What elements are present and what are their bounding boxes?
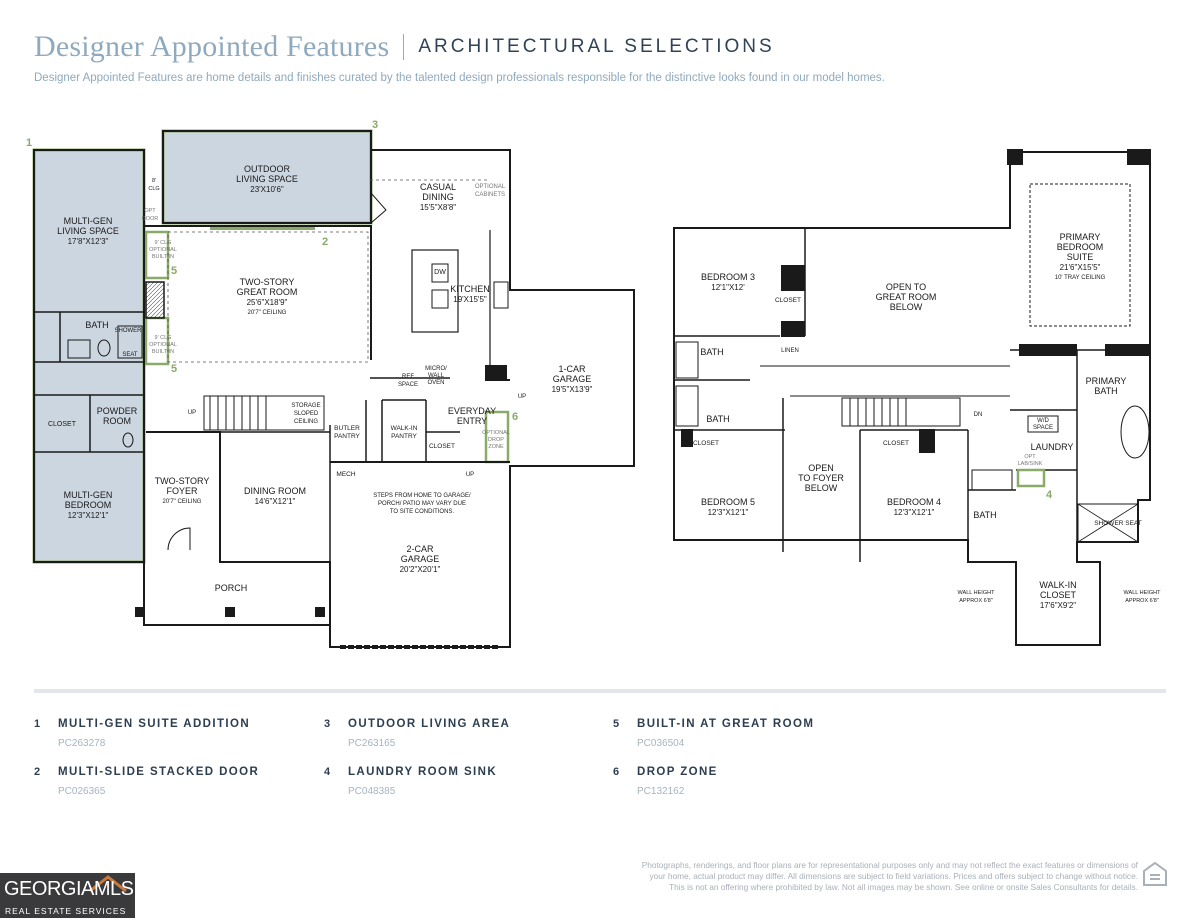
room-outdoor-1: OUTDOOR [244, 164, 290, 174]
disclaimer-line: your home, actual product may differ. All dimensions are subject to field variations. Prices and offers subject to change without notice. [649, 871, 1138, 881]
room-dining-1: DINING ROOM [244, 486, 306, 496]
openfoyer-2: TO FOYER [798, 473, 844, 483]
dropzone-1: OPTIONAL [482, 430, 510, 436]
marker-5b: 5 [171, 363, 178, 375]
up-entry: UP [465, 472, 475, 478]
bath-a: BATH [700, 347, 724, 357]
primary-4: 21'6"X15'5" [1059, 263, 1101, 272]
walkin-pantry-2: PANTRY [391, 433, 417, 440]
walkin-pantry-1: WALK-IN [390, 425, 418, 432]
everyday-2: ENTRY [456, 416, 488, 426]
primary-3: SUITE [1066, 252, 1094, 262]
shower-label: SHOWER [114, 328, 142, 334]
open-great-3: BELOW [889, 302, 923, 312]
bed5-1: BEDROOM 5 [700, 497, 756, 507]
builtin-bottom-highlight [146, 318, 168, 364]
everyday-1: EVERYDAY [447, 406, 497, 416]
room-garage1-1: 1-CAR [558, 364, 586, 374]
dropzone-2: DROP [488, 437, 504, 443]
equal-housing-icon [1142, 861, 1168, 887]
legend-num: 2 [34, 766, 41, 778]
room-garage1-3: 19'5"X13'9" [551, 385, 593, 394]
room-casual-2: DINING [422, 192, 454, 202]
clg9-bot-2: OPTIONAL [149, 342, 177, 348]
intro-text: Designer Appointed Features are home details and finishes curated by the talented design professionals responsible for the distinctive looks found in our model homes. [34, 72, 885, 84]
floor-plan-drawing [0, 110, 1200, 670]
opt-sink-2: LAB/SINK [1017, 461, 1043, 467]
page-header [34, 30, 1174, 84]
second-floor-plan [674, 150, 1150, 645]
dw-label: DW [434, 269, 446, 276]
micro-1: MICRO/ [425, 366, 447, 372]
optional-cabinets-1: OPTIONAL [474, 184, 506, 190]
clg9-top-1: 9' CLG [154, 240, 172, 246]
steps-note-1: STEPS FROM HOME TO GARAGE/ [373, 493, 471, 499]
legend-label: MULTI-GEN SUITE ADDITION [58, 718, 251, 730]
primary-1: PRIMARY [1059, 232, 1101, 242]
legend-code: PC132162 [637, 786, 685, 797]
marker-4: 4 [1046, 489, 1053, 501]
room-mg-bed-3: 12'3"X12'1" [67, 511, 109, 520]
open-great-2: GREAT ROOM [875, 292, 937, 302]
room-garage2-1: 2-CAR [406, 544, 434, 554]
storage-2: SLOPED [293, 411, 319, 417]
room-great-1: TWO-STORY [239, 277, 295, 287]
room-outdoor-2: LIVING SPACE [236, 174, 298, 184]
room-garage2-3: 20'2"X20'1" [399, 565, 441, 574]
openfoyer-1: OPEN [808, 463, 834, 473]
legend-label: BUILT-IN AT GREAT ROOM [637, 718, 815, 730]
marker-5a: 5 [171, 265, 178, 277]
legend-code: PC026365 [58, 786, 106, 797]
legend-code: PC036504 [637, 738, 685, 749]
second-floor-labels [693, 232, 1161, 610]
wall-left-1: WALL HEIGHT [957, 590, 995, 596]
up-garage: UP [517, 394, 527, 400]
room-great-2: GREAT ROOM [236, 287, 298, 297]
closet-entry: CLOSET [428, 443, 456, 450]
clg9-bot-3: BUILT-IN [151, 349, 175, 355]
micro-3: OVEN [427, 380, 445, 386]
walkin-3: 17'6"X9'2" [1039, 601, 1077, 610]
marker-3: 3 [372, 119, 379, 131]
floor-plans [0, 110, 1200, 670]
micro-2: WALL [427, 373, 445, 379]
steps-note-2: PORCH/ PATIO MAY VARY DUE [378, 501, 466, 507]
clg9-bot-1: 9' CLG [154, 335, 172, 341]
legend-num: 6 [613, 766, 620, 778]
room-foyer-2: FOYER [166, 486, 198, 496]
room-great-4: 20'7" CEILING [247, 310, 287, 316]
linen-label: LINEN [781, 348, 799, 354]
room-multigen-living-3: 17'8"X12'3" [67, 237, 109, 246]
bed4-1: BEDROOM 4 [886, 497, 942, 507]
dropzone-3: ZONE [488, 444, 504, 450]
room-mg-bed-2: BEDROOM [64, 500, 112, 510]
room-kitchen-2: 19'X15'5" [453, 295, 487, 304]
bath-c: BATH [973, 510, 997, 520]
disclaimer-line: Photographs, renderings, and floor plans are for representational purposes only and may not reflect the exact features or dimensions of [641, 860, 1138, 870]
clg9-top-2: OPTIONAL [149, 247, 177, 253]
disclaimer-line: This is not an offering where prohibited by law. Not all images may be shown. See online or onsite Sales Consultants for details. [669, 882, 1138, 892]
marker-1: 1 [26, 137, 33, 149]
room-foyer-3: 20'7" CEILING [162, 499, 202, 505]
clg8-1: 8' [151, 178, 157, 184]
clg9-top-3: BUILT-IN [151, 254, 175, 260]
room-porch: PORCH [214, 583, 248, 593]
closet-bed3: CLOSET [774, 297, 802, 304]
optdoor-2: DOOR [141, 216, 159, 222]
page-title: Designer Appointed Features [34, 30, 390, 63]
marker-6: 6 [512, 411, 519, 423]
wall-right-2: APPROX 6'8" [1125, 598, 1159, 604]
ref-2: SPACE [398, 382, 418, 388]
wall-left-2: APPROX 6'8" [959, 598, 993, 604]
up-stairs: UP [187, 410, 197, 416]
pbath-1: PRIMARY [1085, 376, 1127, 386]
ref-1: REF [402, 374, 414, 380]
storage-3: CEILING [293, 419, 319, 425]
bed3-1: BEDROOM 3 [700, 272, 756, 282]
legend-code: PC263278 [58, 738, 106, 749]
butler-2: PANTRY [334, 433, 360, 440]
title-divider [403, 34, 404, 60]
opt-sink-1: OPT [1024, 454, 1036, 460]
bed5-2: 12'3"X12'1" [707, 508, 749, 517]
georgia-mls-logo [0, 873, 135, 918]
room-foyer-1: TWO-STORY [154, 476, 210, 486]
bed4-2: 12'3"X12'1" [893, 508, 935, 517]
butler-1: BUTLER [334, 425, 360, 432]
bath-b: BATH [706, 414, 730, 424]
legend-code: PC048385 [348, 786, 396, 797]
optional-cabinets-2: CABINETS [474, 192, 506, 198]
closet-bed5: CLOSET [692, 440, 720, 447]
legend-code: PC263165 [348, 738, 396, 749]
clg8-2: CLG [148, 186, 160, 192]
room-casual-3: 15'5"X8'8" [419, 203, 457, 212]
legend-num: 5 [613, 718, 620, 730]
optdoor-1: OPT [144, 208, 156, 214]
room-bath-mg: BATH [85, 320, 109, 330]
legend-label: LAUNDRY ROOM SINK [348, 766, 498, 778]
page-subtitle: ARCHITECTURAL SELECTIONS [418, 36, 775, 57]
dn-label: DN [973, 412, 983, 418]
room-mg-bed-1: MULTI-GEN [63, 490, 113, 500]
shower-seat: SHOWER SEAT [1094, 520, 1142, 527]
legend-num: 3 [324, 718, 331, 730]
closet-bed4: CLOSET [882, 440, 910, 447]
first-floor-plan [34, 131, 634, 647]
openfoyer-3: BELOW [804, 483, 838, 493]
logo-text: GEORGIAMLS [4, 878, 134, 900]
wd-1: W/D [1037, 418, 1049, 424]
room-great-3: 25'6"X18'9" [246, 298, 288, 307]
marker-2: 2 [322, 236, 329, 248]
legend-label: DROP ZONE [637, 766, 718, 778]
room-garage2-2: GARAGE [400, 554, 440, 564]
storage-1: STORAGE [291, 403, 321, 409]
primary-5: 10' TRAY CEILING [1054, 275, 1106, 281]
wall-right-1: WALL HEIGHT [1123, 590, 1161, 596]
seat-label: SEAT [122, 352, 138, 358]
logo-subtext: REAL ESTATE SERVICES [5, 906, 127, 916]
section-divider [34, 689, 1166, 693]
mech-label: MECH [336, 471, 356, 478]
walkin-1: WALK-IN [1039, 580, 1077, 590]
laundry-label: LAUNDRY [1030, 442, 1074, 452]
closet-mg: CLOSET [47, 421, 77, 428]
room-multigen-living-2: LIVING SPACE [57, 226, 119, 236]
room-multigen-living-1: MULTI-GEN [63, 216, 113, 226]
primary-2: BEDROOM [1056, 242, 1104, 252]
legend-label: MULTI-SLIDE STACKED DOOR [58, 766, 260, 778]
legend-label: OUTDOOR LIVING AREA [348, 718, 511, 730]
open-great-1: OPEN TO [885, 282, 927, 292]
disclaimer [560, 860, 1138, 893]
room-dining-2: 14'6"X12'1" [254, 497, 296, 506]
legend-num: 1 [34, 718, 41, 730]
room-kitchen-1: KITCHEN [450, 284, 490, 294]
steps-note-3: TO SITE CONDITIONS. [389, 509, 455, 515]
room-outdoor-3: 23'X10'6" [250, 185, 284, 194]
bed3-2: 12'1"X12' [711, 283, 745, 292]
room-powder-1: POWDER [96, 406, 138, 416]
walkin-2: CLOSET [1039, 590, 1077, 600]
room-powder-2: ROOM [103, 416, 131, 426]
legend-num: 4 [324, 766, 331, 778]
room-casual-1: CASUAL [419, 182, 457, 192]
pbath-2: BATH [1094, 386, 1118, 396]
room-garage1-2: GARAGE [552, 374, 592, 384]
wd-2: SPACE [1033, 425, 1053, 431]
